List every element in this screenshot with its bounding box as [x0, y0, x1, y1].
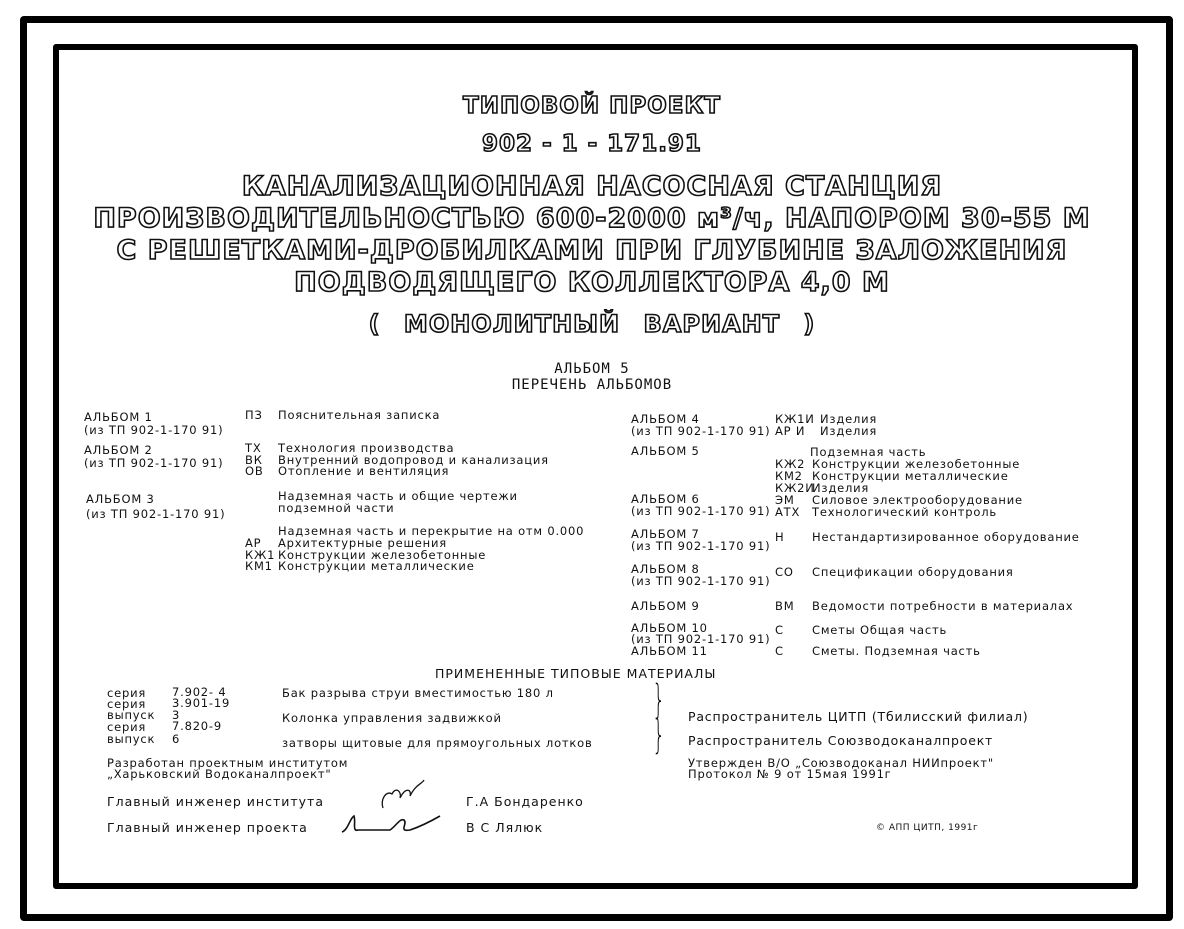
- album-item-code: ОВ: [245, 464, 264, 478]
- album-item-text: Конструкции металлические: [278, 559, 475, 573]
- album-item-code: С: [775, 623, 784, 637]
- album-name: АЛЬБОМ 4: [631, 412, 700, 426]
- album-item-text: Подземная часть: [810, 445, 927, 459]
- album-item-text: Силовое электрооборудование: [812, 493, 1023, 507]
- material-item: Колонка управления задвижкой: [282, 711, 502, 725]
- album-source: (из ТП 902-1-170 91): [84, 423, 224, 437]
- album-item-text: Внутренний водопровод и канализация: [278, 453, 549, 467]
- album-name: АЛЬБОМ 10: [631, 621, 708, 635]
- album-item-text: Конструкции железобетонные: [278, 548, 487, 562]
- ref-label: выпуск: [107, 708, 156, 722]
- ref-label: серия: [107, 720, 147, 734]
- ref-value: 3: [172, 708, 181, 722]
- album-list-title: ПЕРЕЧЕНЬ АЛЬБОМОВ: [511, 377, 673, 393]
- album-item-code: АР И: [775, 424, 806, 438]
- album-item-code: КМ2: [775, 469, 803, 483]
- title-line-6: ПОДВОДЯЩЕГО КОЛЛЕКТОРА 4,0 М: [294, 267, 890, 298]
- album-item-text: Отопление и вентиляция: [278, 464, 450, 478]
- album-item-text: Изделия: [820, 412, 878, 426]
- album-item-code: ПЗ: [245, 408, 263, 422]
- album-source: (из ТП 902-1-170 91): [631, 504, 771, 518]
- album-item-text: подземной части: [278, 501, 395, 515]
- album-source: (из ТП 902-1-170 91): [84, 456, 224, 470]
- album-item-code: АР: [245, 536, 262, 550]
- album-item-text: Конструкции металлические: [812, 469, 1009, 483]
- album-item-text: Технология производства: [278, 441, 455, 455]
- signature-role: Главный инженер проекта: [107, 820, 308, 835]
- developer-line-2: „Харьковский Водоканалпроект": [107, 767, 332, 781]
- variant-label: ( МОНОЛИТНЫЙ ВАРИАНТ ): [368, 310, 816, 338]
- album-name: АЛЬБОМ 9: [631, 599, 700, 613]
- distributor-2: Распространитель Союзводоканалпроект: [688, 733, 994, 748]
- doc-type-title: ТИПОВОЙ ПРОЕКТ: [463, 93, 721, 119]
- album-item-text: Сметы. Подземная часть: [812, 644, 981, 658]
- ref-label: серия: [107, 686, 147, 700]
- album-item-text: Надземная часть и перекрытие на отм 0.000: [278, 524, 585, 538]
- ref-value: 7.820-9: [172, 719, 222, 733]
- album-item-code: ВМ: [775, 599, 795, 613]
- album-item-text: Пояснительная записка: [278, 408, 441, 422]
- album-name: АЛЬБОМ 5: [631, 444, 700, 458]
- signature-name: В С Лялюк: [466, 820, 544, 835]
- project-number: 902 - 1 - 171.91: [482, 131, 702, 157]
- album-item-code: СО: [775, 565, 794, 579]
- album-item-text: Архитектурные решения: [278, 536, 447, 550]
- album-source: (из ТП 902-1-170 91): [631, 632, 771, 646]
- album-name: АЛЬБОМ 11: [631, 644, 708, 658]
- album-item-code: С: [775, 644, 784, 658]
- ref-value: 7.902- 4: [172, 685, 227, 699]
- signature-name: Г.А Бондаренко: [466, 794, 584, 809]
- ref-label: серия: [107, 697, 147, 711]
- album-name: АЛЬБОМ 3: [86, 492, 155, 506]
- album-source: (из ТП 902-1-170 91): [86, 507, 226, 521]
- album-name: АЛЬБОМ 1: [84, 410, 153, 424]
- album-item-code: ВК: [245, 453, 263, 467]
- album-source: (из ТП 902-1-170 91): [631, 539, 771, 553]
- album-item-code: КЖ1И: [775, 412, 815, 426]
- album-name: АЛЬБОМ 6: [631, 492, 700, 506]
- album-item-text: Изделия: [812, 481, 870, 495]
- album-item-code: АТХ: [775, 505, 801, 519]
- album-name: АЛЬБОМ 8: [631, 562, 700, 576]
- album-source: (из ТП 902-1-170 91): [631, 424, 771, 438]
- distributor-1: Распространитель ЦИТП (Тбилисский филиал): [688, 709, 1029, 724]
- developer-line-1: Разработан проектным институтом: [107, 756, 349, 770]
- album-item-text: Ведомости потребности в материалах: [812, 599, 1074, 613]
- album-item-text: Нестандартизированное оборудование: [812, 530, 1080, 544]
- brace: }: [652, 677, 666, 723]
- signature-mark: [338, 810, 443, 840]
- album-item-text: Конструкции железобетонные: [812, 457, 1021, 471]
- album-item-code: ТХ: [245, 441, 262, 455]
- signature-mark: [378, 776, 428, 812]
- album-item-code: Н: [775, 530, 785, 544]
- album-name: АЛЬБОМ 7: [631, 527, 700, 541]
- album-number: АЛЬБОМ 5: [554, 361, 630, 377]
- title-line-5: С РЕШЕТКАМИ-ДРОБИЛКАМИ ПРИ ГЛУБИНЕ ЗАЛОЖЕНИЯ: [116, 235, 1068, 266]
- album-item-code: КЖ2И: [775, 481, 815, 495]
- materials-title: ПРИМЕНЕННЫЕ ТИПОВЫЕ МАТЕРИАЛЫ: [435, 666, 717, 681]
- album-item-text: Надземная часть и общие чертежи: [278, 489, 518, 503]
- ref-value: 3.901-19: [172, 696, 231, 710]
- album-item-text: Сметы Общая часть: [812, 623, 948, 637]
- album-item-text: Спецификации оборудования: [812, 565, 1014, 579]
- album-name: АЛЬБОМ 2: [84, 443, 153, 457]
- protocol: Протокол № 9 от 15мая 1991г: [688, 767, 892, 781]
- material-item: Бак разрыва струи вместимостью 180 л: [282, 686, 554, 700]
- title-line-3: КАНАЛИЗАЦИОННАЯ НАСОСНАЯ СТАНЦИЯ: [241, 171, 943, 202]
- album-source: (из ТП 902-1-170 91): [631, 574, 771, 588]
- material-item: затворы щитовые для прямоугольных лотков: [282, 736, 593, 750]
- signature-role: Главный инженер института: [107, 794, 324, 809]
- brace: }: [652, 712, 666, 758]
- album-item-code: КЖ2: [775, 457, 806, 471]
- approval: Утвержден В/О „Союзводоканал НИИпроект": [688, 756, 994, 770]
- album-item-text: Технологический контроль: [812, 505, 997, 519]
- title-line-4: ПРОИЗВОДИТЕЛЬНОСТЬЮ 600-2000 м³/ч, НАПОРОМ 30-55 М: [93, 203, 1091, 234]
- copyright: © АПП ЦИТП, 1991г: [876, 823, 979, 833]
- album-item-code: КЖ1: [245, 548, 276, 562]
- album-item-text: Изделия: [820, 424, 878, 438]
- ref-label: выпуск: [107, 732, 156, 746]
- album-item-code: ЭМ: [775, 493, 795, 507]
- ref-value: 6: [172, 732, 181, 746]
- album-item-code: КМ1: [245, 559, 273, 573]
